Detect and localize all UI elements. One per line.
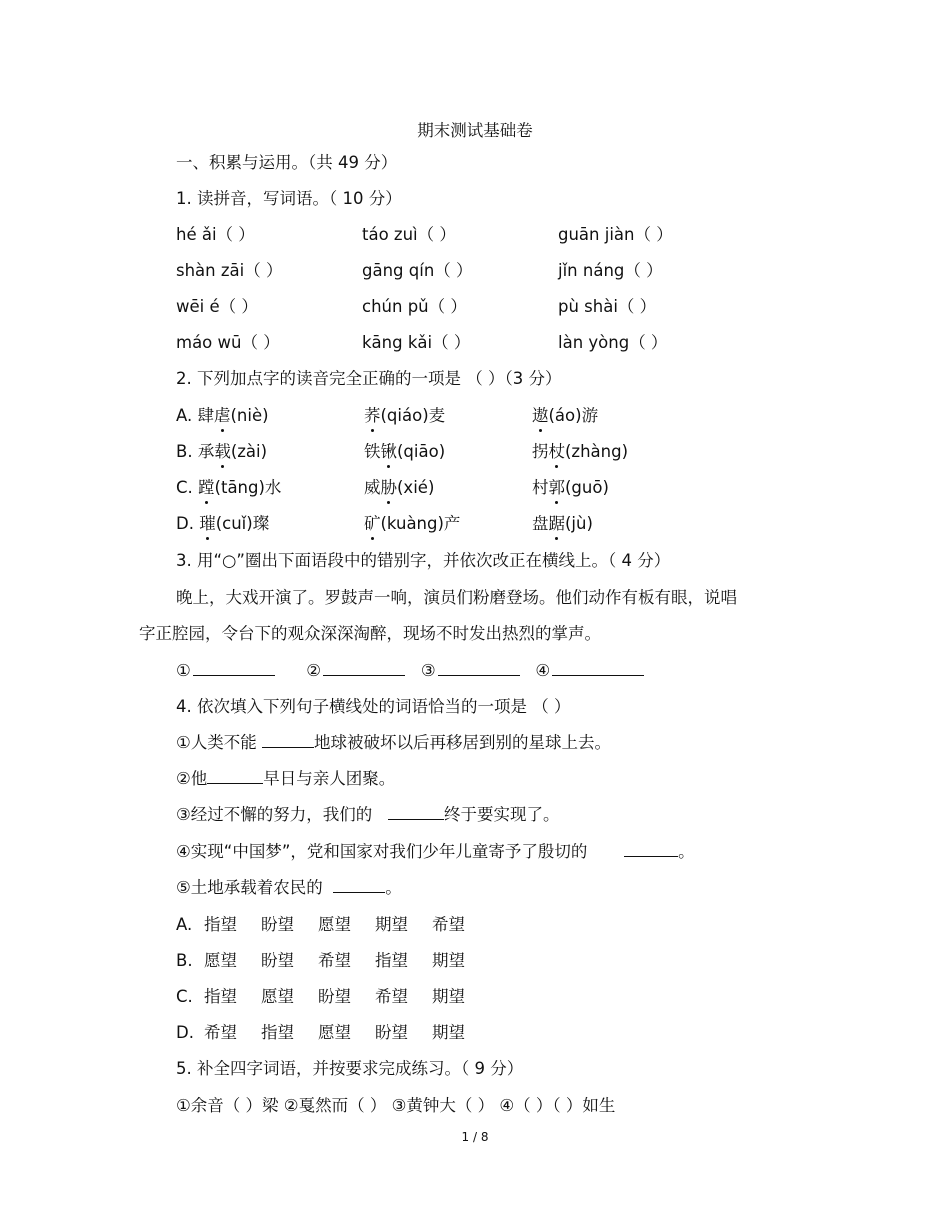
word: 指望 xyxy=(375,951,408,970)
option-label: D. xyxy=(176,514,194,533)
pinyin: (jù) xyxy=(565,514,593,533)
pinyin: (xié) xyxy=(397,478,435,497)
sentence-1 xyxy=(176,732,611,754)
sentence-text: ⑤土地承载着农民的 xyxy=(176,878,323,897)
sentence-3 xyxy=(176,804,560,826)
char: 村 xyxy=(532,478,549,497)
word: 愿望 xyxy=(318,1023,351,1042)
char: 麦 xyxy=(428,406,446,425)
char: 产 xyxy=(443,514,461,533)
option-row-a xyxy=(176,914,489,936)
answer-number: ③ xyxy=(420,661,436,680)
word: 愿望 xyxy=(318,915,351,934)
sentence-text: 终于要实现了。 xyxy=(444,805,560,824)
pinyin-item: pù shài（ ） xyxy=(558,297,657,316)
word: 指望 xyxy=(261,1023,294,1042)
pinyin-item: máo wū（ ） xyxy=(176,333,280,352)
pinyin-item: làn yòng（ ） xyxy=(558,333,668,352)
pinyin-item: shàn zāi（ ） xyxy=(176,261,283,280)
pinyin: (zài) xyxy=(230,442,268,461)
fill-blank[interactable] xyxy=(207,768,263,784)
sentence-text: 地球被破坏以后再移居到别的星球上去。 xyxy=(314,733,612,752)
word: 盼望 xyxy=(261,951,294,970)
dotted-char: 郭 xyxy=(548,478,565,497)
option-row-b xyxy=(176,441,628,463)
option-label: B. xyxy=(176,951,193,970)
sentence-5 xyxy=(176,877,402,899)
word: 期望 xyxy=(432,951,465,970)
pinyin-item: gāng qín（ ） xyxy=(362,261,473,280)
word: 期望 xyxy=(375,915,408,934)
word: 指望 xyxy=(204,987,237,1006)
sentence-2 xyxy=(176,768,395,790)
sentence-text: ①人类不能 xyxy=(176,733,257,752)
word: 盼望 xyxy=(261,915,294,934)
word: 盼望 xyxy=(318,987,351,1006)
option-row-c xyxy=(176,477,609,499)
fill-blank[interactable] xyxy=(262,732,314,748)
sentence-text: ③经过不懈的努力，我们的 xyxy=(176,805,373,824)
fill-blank[interactable] xyxy=(388,804,444,820)
dotted-char: 锹 xyxy=(380,442,397,461)
sentence-text: 。 xyxy=(385,878,402,897)
dotted-char: 虐 xyxy=(214,406,231,425)
char: 肆 xyxy=(197,406,214,425)
pinyin-row-1 xyxy=(176,224,673,246)
pinyin: (zhàng) xyxy=(565,442,629,461)
word: 愿望 xyxy=(261,987,294,1006)
pinyin-item: guān jiàn（ ） xyxy=(558,225,673,244)
answer-number: ① xyxy=(176,661,191,680)
pinyin-item: wēi é（ ） xyxy=(176,297,258,316)
dotted-char: 矿 xyxy=(364,514,381,533)
char: 水 xyxy=(264,478,282,497)
question-2-heading: 2. 下列加点字的读音完全正确的一项是 （ ）（3 分） xyxy=(176,369,562,388)
word: 希望 xyxy=(375,987,408,1006)
dotted-char: 载 xyxy=(214,442,231,461)
pinyin-item: hé ǎi（ ） xyxy=(176,225,255,244)
char: 拐 xyxy=(532,442,549,461)
char: 威 xyxy=(364,478,381,497)
word: 盼望 xyxy=(375,1023,408,1042)
char: 璨 xyxy=(252,514,270,533)
pinyin-item: táo zuì（ ） xyxy=(362,225,456,244)
pinyin: (kuàng) xyxy=(380,514,444,533)
pinyin: (tāng) xyxy=(214,478,265,497)
pinyin-item: chún pǔ（ ） xyxy=(362,297,467,316)
option-label: D. xyxy=(176,1023,194,1042)
option-row-d xyxy=(176,1022,489,1044)
dotted-char: 璀 xyxy=(199,514,216,533)
answer-blank[interactable] xyxy=(438,660,520,676)
answer-blank[interactable] xyxy=(552,660,644,676)
dotted-char: 踞 xyxy=(548,514,565,533)
char: 游 xyxy=(581,406,599,425)
pinyin: (qiáo) xyxy=(380,406,429,425)
fill-blank[interactable] xyxy=(624,841,678,857)
word: 期望 xyxy=(432,987,465,1006)
answer-number: ④ xyxy=(535,661,551,680)
passage-line-1: 晚上，大戏开演了。罗鼓声一响，演员们粉磨登场。他们动作有板有眼，说唱 xyxy=(176,588,737,607)
word: 希望 xyxy=(204,1023,237,1042)
option-row-a xyxy=(176,405,598,427)
option-row-d xyxy=(176,513,593,535)
pinyin-row-3 xyxy=(176,296,656,318)
dotted-char: 蹚 xyxy=(198,478,215,497)
word: 愿望 xyxy=(204,951,237,970)
char: 承 xyxy=(197,442,215,461)
sentence-text: ②他 xyxy=(176,769,208,788)
pinyin: (niè) xyxy=(230,406,269,425)
option-row-b xyxy=(176,950,489,972)
dotted-char: 遨 xyxy=(532,406,549,425)
char: 铁 xyxy=(364,442,381,461)
page-title: 期末测试基础卷 xyxy=(417,121,533,140)
pinyin-row-4 xyxy=(176,332,667,354)
dotted-char: 荞 xyxy=(364,406,381,425)
question-5-heading: 5. 补全四字词语，并按要求完成练习。（ 9 分） xyxy=(176,1059,524,1078)
answer-lines xyxy=(176,660,644,682)
word: 希望 xyxy=(318,951,351,970)
option-label: C. xyxy=(176,478,193,497)
question-1-heading: 1. 读拼音，写词语。（ 10 分） xyxy=(176,189,402,208)
dotted-char: 杖 xyxy=(548,442,565,461)
char: 盘 xyxy=(532,514,549,533)
word: 期望 xyxy=(432,1023,465,1042)
question-4-heading: 4. 依次填入下列句子横线处的词语恰当的一项是 （ ） xyxy=(176,697,571,716)
sentence-text: 早日与亲人团聚。 xyxy=(263,769,396,788)
pinyin-row-2 xyxy=(176,260,663,282)
option-label: C. xyxy=(176,987,193,1006)
answer-blank[interactable] xyxy=(323,660,405,676)
word: 指望 xyxy=(204,915,237,934)
passage-line-2: 字正腔园，令台下的观众深深淘醉，现场不时发出热烈的掌声。 xyxy=(139,624,601,643)
answer-blank[interactable] xyxy=(193,660,275,676)
section-heading: 一、积累与运用。（共 49 分） xyxy=(176,153,398,172)
pinyin-item: kāng kǎi（ ） xyxy=(362,333,471,352)
answer-number: ② xyxy=(306,661,322,680)
page-number: 1 / 8 xyxy=(461,1130,489,1144)
fill-blank[interactable] xyxy=(333,877,385,893)
option-label: B. xyxy=(176,442,193,461)
pinyin: (guō) xyxy=(565,478,609,497)
option-row-c xyxy=(176,986,489,1008)
word: 希望 xyxy=(432,915,465,934)
sentence-text: 。 xyxy=(678,842,695,861)
sentence-4 xyxy=(176,841,695,863)
dotted-char: 胁 xyxy=(380,478,397,497)
question-3-heading: 3. 用“○”圈出下面语段中的错别字，并依次改正在横线上。（ 4 分） xyxy=(176,551,671,570)
idiom-line: ①余音（ ）梁 ②戛然而（ ） ③黄钟大（ ） ④（ ）（ ）如生 xyxy=(176,1096,616,1115)
pinyin: (cuǐ) xyxy=(215,514,253,533)
option-label: A. xyxy=(176,406,193,425)
pinyin-item: jǐn náng（ ） xyxy=(558,261,663,280)
option-label: A. xyxy=(176,915,193,934)
pinyin: (qiāo) xyxy=(397,442,446,461)
pinyin: (áo) xyxy=(548,406,582,425)
sentence-text: ④实现“中国梦”，党和国家对我们少年儿童寄予了殷切的 xyxy=(176,842,588,861)
